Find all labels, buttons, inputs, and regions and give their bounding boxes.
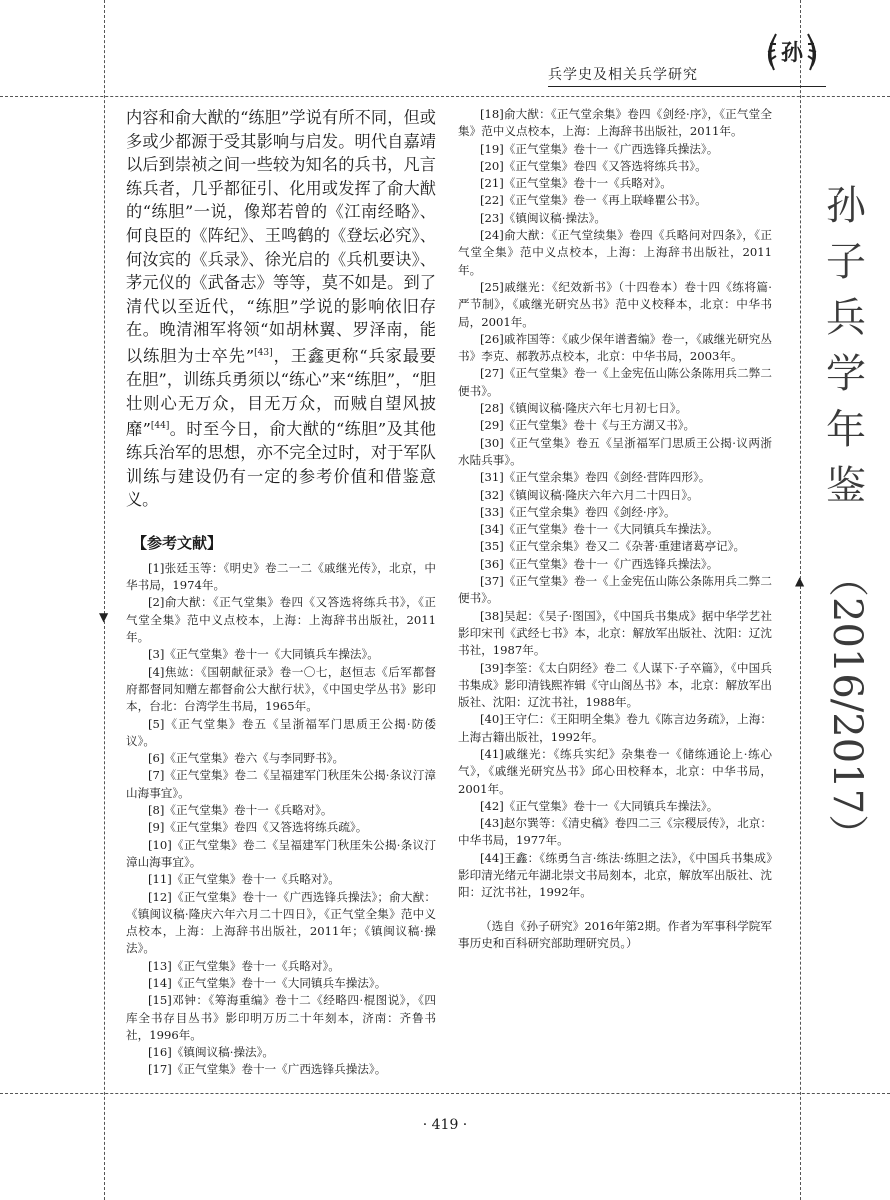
left-column: [126, 106, 436, 1079]
reference-item: [14]《正气堂集》卷十一《大同镇兵车操法》。: [148, 976, 387, 990]
running-header: 兵学史及相关兵学研究: [548, 67, 698, 83]
reference-item: [17]《正气堂集》卷十一《广西选锋兵操法》。: [148, 1062, 387, 1077]
reference-item: [34]《正气堂集》卷十一《大同镇兵车操法》。: [480, 522, 719, 537]
reference-item: [26]戚祚国等：《戚少保年谱耆编》卷一，《戚继光研究丛书》李克、郝教苏点校本，北京：中华书局，2003年。: [458, 331, 772, 364]
reference-item: [29]《正气堂集》卷十《与王方湖又书》。: [480, 418, 696, 433]
side-title-char: 子: [826, 239, 866, 285]
reference-item: [31]《正气堂余集》卷四《剑经·营阵四形》。: [480, 470, 711, 485]
reference-item: [5]《正气堂集》卷五《呈浙福军门思质王公揭·防倭议》。: [126, 716, 436, 748]
side-title-char: 年: [826, 407, 866, 453]
reference-item: [24]俞大猷：《正气堂续集》卷四《兵略问对四条》，《正气堂全集》范中义点校本，上海：上海辞书出版社，2011年。: [458, 228, 772, 277]
header-rule: [548, 86, 826, 87]
side-title-year: （2016/2017）: [824, 557, 870, 855]
reference-item: [20]《正气堂集》卷四《又答选将练兵书》。: [480, 158, 707, 173]
body-text: 。时至今日，俞大猷的“练胆”及其他练兵治军的思想，亦不完全过时，对于军队训练与建设仍有一定的参考价值和借鉴意义。: [126, 419, 436, 510]
reference-item: [25]戚继光：《纪效新书》（十四卷本）卷十四《练将篇·严节制》，《戚继光研究丛书》范中义校释本，北京：中华书局，2001年。: [458, 279, 772, 329]
reference-item: [4]焦竑：《国朝献征录》卷一〇七，赵恒志《后军都督府都督同知赠左都督俞公大猷行状》，《中国史学丛书》影印本，台北：台湾学生书局，1965年。: [126, 664, 436, 714]
reference-item: [44]王鑫：《练勇刍言·练法·练胆之法》，《中国兵书集成》影印清光绪元年湖北崇文书局刻本，北京，解放军出版社、沈阳：辽沈书社，1992年。: [458, 850, 772, 900]
body-paragraph: [126, 106, 436, 512]
reference-item: [37]《正气堂集》卷一《上金宪伍山陈公条陈用兵二弊二便书》。: [458, 574, 772, 606]
reference-item: [23]《镇闽议稿·操法》。: [480, 210, 607, 225]
reference-item: [7]《正气堂集》卷二《呈福建军门秋厓朱公揭·条议汀漳山海事宜》。: [126, 768, 436, 800]
reference-item: [22]《正气堂集》卷一《再上联峰瞿公书》。: [480, 193, 707, 208]
reference-item: [33]《正气堂余集》卷四《剑经·序》。: [480, 504, 676, 519]
reference-item: [28]《镇闽议稿·隆庆六年七月初七日》。: [480, 401, 688, 416]
reference-item: [18]俞大猷：《正气堂余集》卷四《剑经·序》，《正气堂全集》范中义点校本，上海：上海辞书出版社，2011年。: [458, 107, 772, 139]
reference-item: [42]《正气堂集》卷十一《大同镇兵车操法》。: [480, 798, 719, 813]
reference-item: [41]戚继光：《练兵实纪》杂集卷一《储练通论上·练心气》，《戚继光研究丛书》邱心田校释本，北京：中华书局，2001年。: [458, 746, 772, 796]
reference-item: [10]《正气堂集》卷二《呈福建军门秋厓朱公揭·条议汀漳山海事宜》。: [126, 837, 436, 869]
citation-43: [43]: [254, 347, 273, 358]
references-list-right: [458, 106, 772, 902]
citation-44: [44]: [150, 421, 170, 432]
reference-item: [8]《正气堂集》卷十一《兵略对》。: [148, 803, 333, 818]
reference-item: [40]王守仁：《王阳明全集》卷九《陈言边务疏》，上海：上海古籍出版社，1992年。: [458, 712, 772, 744]
right-guide-line: [800, 0, 801, 1200]
reference-item: [35]《正气堂余集》卷又二《杂著·重建诸葛亭记》。: [480, 539, 746, 554]
right-column: [458, 106, 772, 964]
up-arrow-icon: ▲: [795, 574, 805, 588]
reference-item: [43]赵尔巽等：《清史稿》卷四二三《宗稷辰传》，北京：中华书局，1977年。: [458, 816, 772, 848]
side-title-char: 兵: [826, 295, 866, 341]
reference-item: [39]李筌：《太白阴经》卷二《人谋下·子卒篇》，《中国兵书集成》影印清钱熙祚辑《守山阁丛书》本，北京：解放军出版社、沈阳：辽沈书社，1988年。: [458, 660, 772, 710]
side-title: [818, 178, 874, 855]
side-title-char: 鉴: [826, 463, 866, 509]
reference-item: [38]吴起：《吴子·图国》，《中国兵书集成》据中华学艺社影印宋刊《武经七书》本，北京：解放军出版社、沈阳：辽沈书社，1987年。: [458, 608, 772, 658]
reference-item: [2]俞大猷：《正气堂集》卷四《又答选将练兵书》，《正气堂全集》范中义点校本，上海：上海辞书出版社，2011年。: [126, 595, 436, 645]
side-title-char: 学: [826, 351, 866, 397]
reference-item: [13]《正气堂集》卷十一《兵略对》。: [148, 958, 340, 973]
reference-item: [6]《正气堂集》卷六《与李同野书》。: [148, 751, 345, 766]
yearbook-logo: [764, 26, 820, 78]
reference-item: [3]《正气堂集》卷十一《大同镇兵车操法》。: [148, 647, 379, 662]
bottom-guide-line: [0, 1093, 890, 1094]
reference-item: [19]《正气堂集》卷十一《广西选锋兵操法》。: [480, 141, 719, 156]
body-text: ，王鑫更称“兵家最要在胆”，训练兵勇须以“练心”来“练胆”，“胆壮则心无万众，目无万众，而贼自望风披靡”: [126, 346, 437, 439]
side-title-char: 孙: [826, 183, 866, 229]
source-note: （选自《孙子研究》2016年第2期。作者为军事科学院军事历史和百科研究部助理研究员。）: [458, 918, 772, 950]
references-heading: 【参考文献】: [132, 533, 223, 552]
top-guide-line: [0, 96, 890, 97]
reference-item: [1]张廷玉等：《明史》卷二一二《戚继光传》，北京，中华书局，1974年。: [126, 560, 436, 593]
reference-item: [27]《正气堂集》卷一《上金宪伍山陈公条陈用兵二弊二便书》。: [458, 366, 772, 398]
reference-item: [15]邓钟：《筹海重编》卷十二《经略四·棍图说》，《四库全书存目丛书》影印明万历二十年刻本，济南：齐鲁书社，1996年。: [126, 993, 436, 1042]
reference-item: [32]《镇闽议稿·隆庆六年六月二十四日》。: [480, 487, 699, 502]
down-arrow-icon: ▼: [99, 610, 109, 624]
reference-item: [21]《正气堂集》卷十一《兵略对》。: [480, 176, 672, 191]
svg-text:孙: 孙: [780, 40, 804, 66]
reference-item: [36]《正气堂集》卷十一《广西选锋兵操法》。: [480, 556, 719, 571]
reference-item: [9]《正气堂集》卷四《又答选将练兵疏》。: [148, 820, 368, 835]
left-guide-line: [104, 0, 105, 1200]
references-list-left: [126, 560, 436, 1079]
page-number: · 419 ·: [422, 1117, 468, 1133]
body-text: 内容和俞大猷的“练胆”学说有所不同，但或多或少都源于受其影响与启发。明代自嘉靖以后到崇祯之间一些较为知名的兵书，凡言练兵者，几乎都征引、化用或发挥了俞大猷的“练胆”一说，像郑若曾的《江南经略》、何良臣的《阵纪》、王鸣鹤的《登坛必究》、何汝宾的《兵录》、徐光启的《兵机要诀》、茅元仪的《武备志》等等，莫不如是。到了清代以至近代，“练胆”学说的影响依旧存在。晚清湘军将领“如胡林翼、罗泽南，能以练胆为士卒先”: [126, 108, 436, 366]
reference-item: [11]《正气堂集》卷十一《兵略对》。: [148, 872, 340, 887]
reference-item: [12]《正气堂集》卷十一《广西选锋兵操法》；俞大猷：《镇闽议稿·隆庆六年六月二十四日》，《正气堂全集》范中义点校本，上海：上海辞书出版社，2011年；《镇闽议稿·操法》。: [126, 889, 436, 956]
reference-item: [30]《正气堂集》卷五《呈浙福军门思质王公揭·议两浙水陆兵事》。: [458, 435, 772, 467]
reference-item: [16]《镇闽议稿·操法》。: [148, 1045, 275, 1060]
